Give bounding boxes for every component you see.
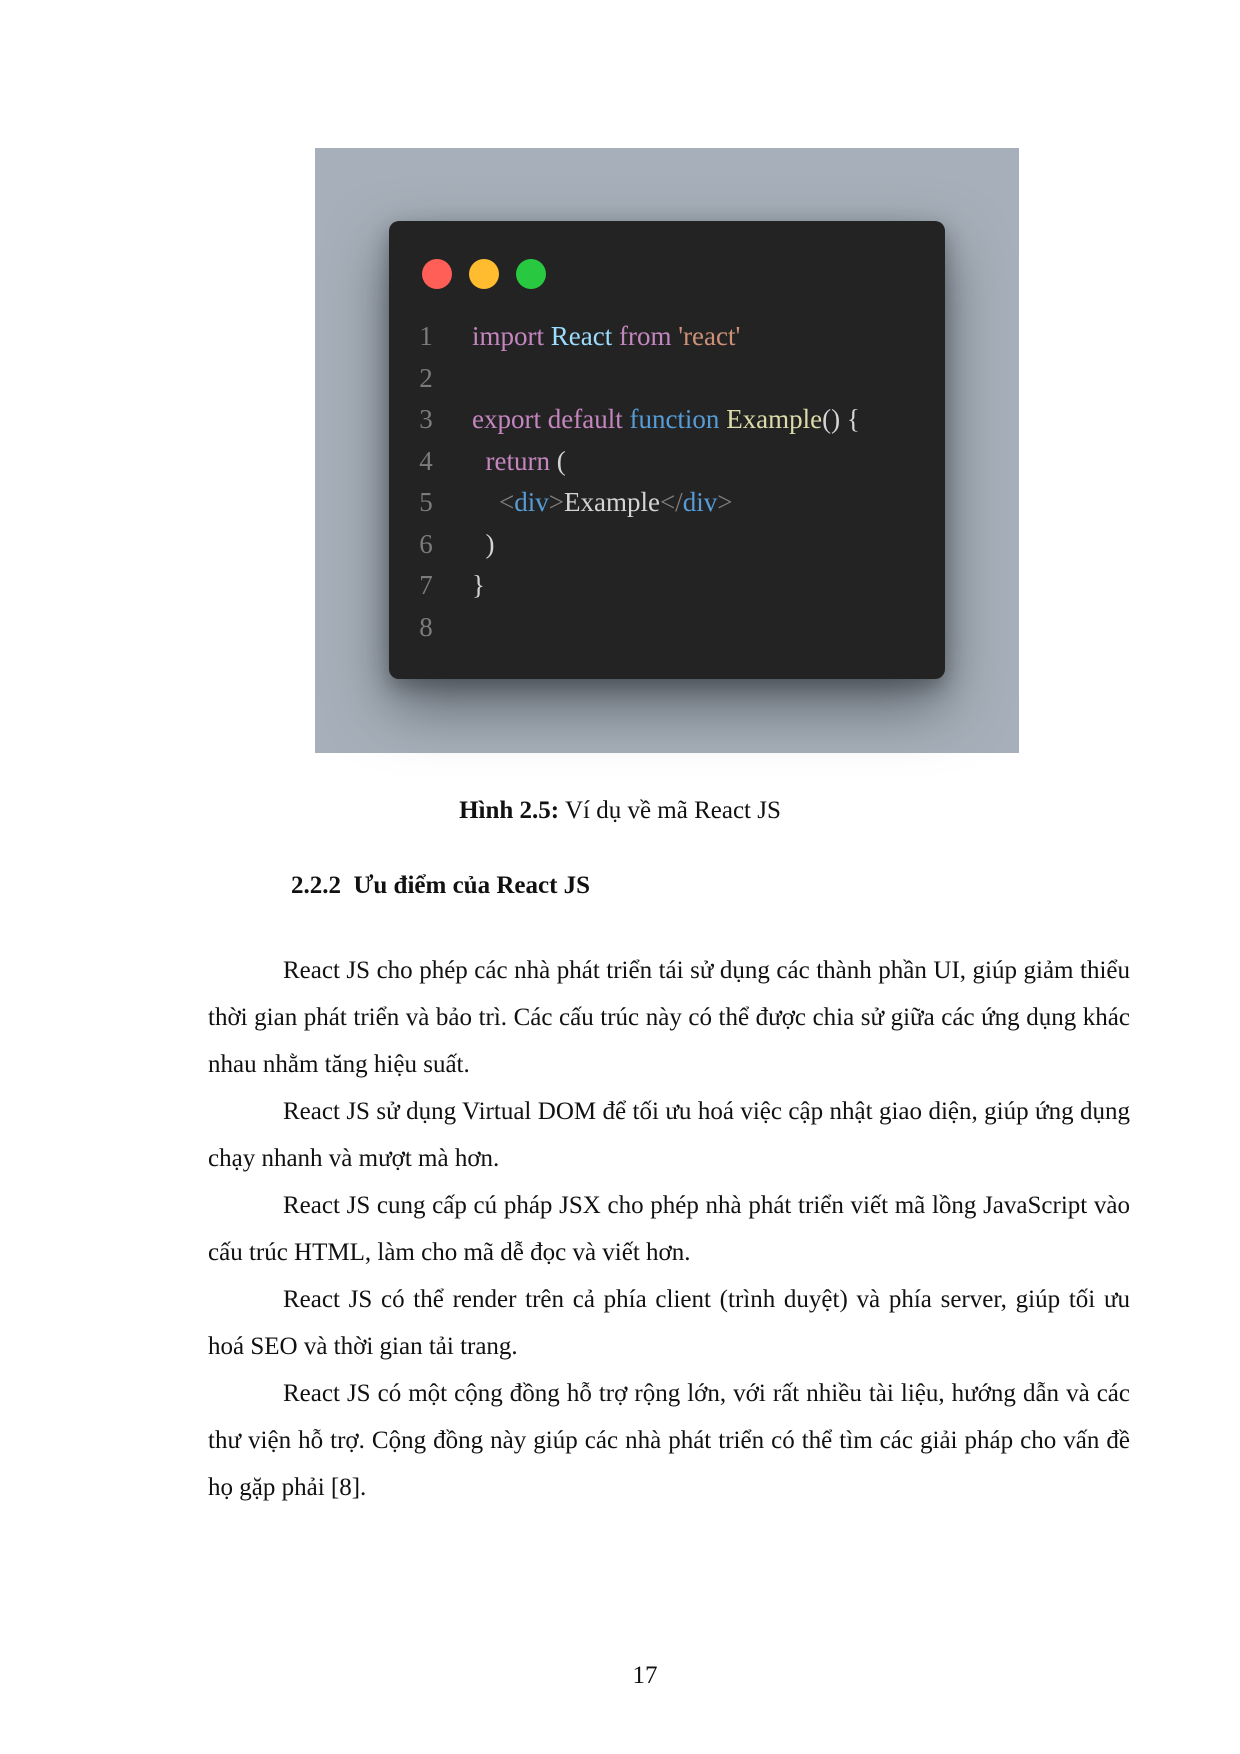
line-number: 6	[419, 528, 433, 559]
code-token: from	[618, 321, 672, 351]
code-text	[472, 441, 566, 483]
figure-caption-label: Hình 2.5:	[459, 797, 560, 824]
code-line	[389, 358, 945, 400]
code-token: function	[629, 404, 720, 434]
code-token	[612, 321, 619, 351]
code-token: (	[549, 445, 566, 476]
code-token: Example	[563, 487, 660, 517]
line-number: 7	[419, 570, 433, 600]
code-token: >	[548, 487, 564, 517]
code-line	[389, 316, 945, 358]
line-number: 5	[419, 487, 433, 517]
figure-image	[315, 148, 1019, 753]
code-text	[472, 399, 860, 441]
page-number: 17	[632, 1662, 658, 1689]
code-token	[472, 487, 499, 517]
code-line	[389, 399, 945, 441]
line-number: 4	[419, 445, 433, 476]
paragraph: React JS sử dụng Virtual DOM để tối ưu hoá việc cập nhật giao diện, giúp ứng dụng chạy nhanh và mượt mà hơn.	[208, 1098, 1130, 1172]
code-token: 'react'	[678, 321, 741, 351]
close-dot-icon	[422, 259, 452, 289]
paragraph: React JS có thể render trên cả phía client (trình duyệt) và phía server, giúp tối ưu hoá SEO và thời gian tải trang.	[208, 1286, 1130, 1360]
figure-caption	[0, 795, 1240, 827]
code-text	[472, 524, 495, 566]
line-number: 2	[419, 362, 433, 393]
code-line	[389, 441, 945, 483]
code-token: <	[499, 487, 515, 517]
code-token: div	[682, 487, 718, 517]
code-token: </	[659, 487, 683, 517]
code-token: React	[550, 321, 613, 351]
code-token	[544, 321, 551, 351]
paragraph: React JS cung cấp cú pháp JSX cho phép nhà phát triển viết mã lồng JavaScript vào cấu trúc HTML, làm cho mã dễ đọc và viết hơn.	[208, 1192, 1130, 1266]
code-token: return	[485, 445, 550, 476]
paragraph: React JS có một cộng đồng hỗ trợ rộng lớn, với rất nhiều tài liệu, hướng dẫn và các thư viện hỗ trợ. Cộng đồng này giúp các nhà phát triển có thể tìm các giải pháp cho vấn đề họ gặp phải [8].	[208, 1380, 1130, 1501]
code-line	[389, 607, 945, 649]
maximize-dot-icon	[516, 259, 546, 289]
code-token: >	[717, 487, 733, 517]
section-title: Ưu điểm của React JS	[353, 872, 591, 899]
line-number: 1	[419, 321, 433, 351]
code-token: }	[472, 570, 485, 600]
code-text	[472, 482, 732, 524]
section-heading	[291, 870, 590, 902]
line-number: 3	[419, 404, 433, 434]
code-token	[472, 446, 486, 476]
code-token: () {	[822, 404, 860, 434]
code-line	[389, 565, 945, 607]
code-token: default	[547, 404, 623, 434]
code-block	[389, 316, 945, 648]
code-token	[541, 404, 548, 434]
code-editor-window	[389, 221, 945, 679]
code-token: import	[472, 321, 544, 351]
code-line	[389, 524, 945, 566]
code-text	[472, 565, 485, 607]
section-number: 2.2.2	[291, 872, 341, 899]
paragraph: React JS cho phép các nhà phát triển tái sử dụng các thành phần UI, giúp giảm thiểu thời gian phát triển và bảo trì. Các cấu trúc này có thể được chia sử giữa các ứng dụng khác nhau nhằm tăng hiệu suất.	[208, 957, 1130, 1078]
code-token: div	[514, 487, 549, 517]
code-text	[472, 316, 740, 358]
code-token: Example	[726, 404, 823, 434]
window-controls	[422, 259, 546, 289]
code-token: )	[472, 528, 495, 559]
figure-caption-text: Ví dụ về mã React JS	[559, 797, 781, 824]
line-number: 8	[419, 611, 433, 642]
code-token: export	[472, 404, 541, 434]
minimize-dot-icon	[469, 259, 499, 289]
body-text	[208, 947, 1130, 1511]
code-line	[389, 482, 945, 524]
